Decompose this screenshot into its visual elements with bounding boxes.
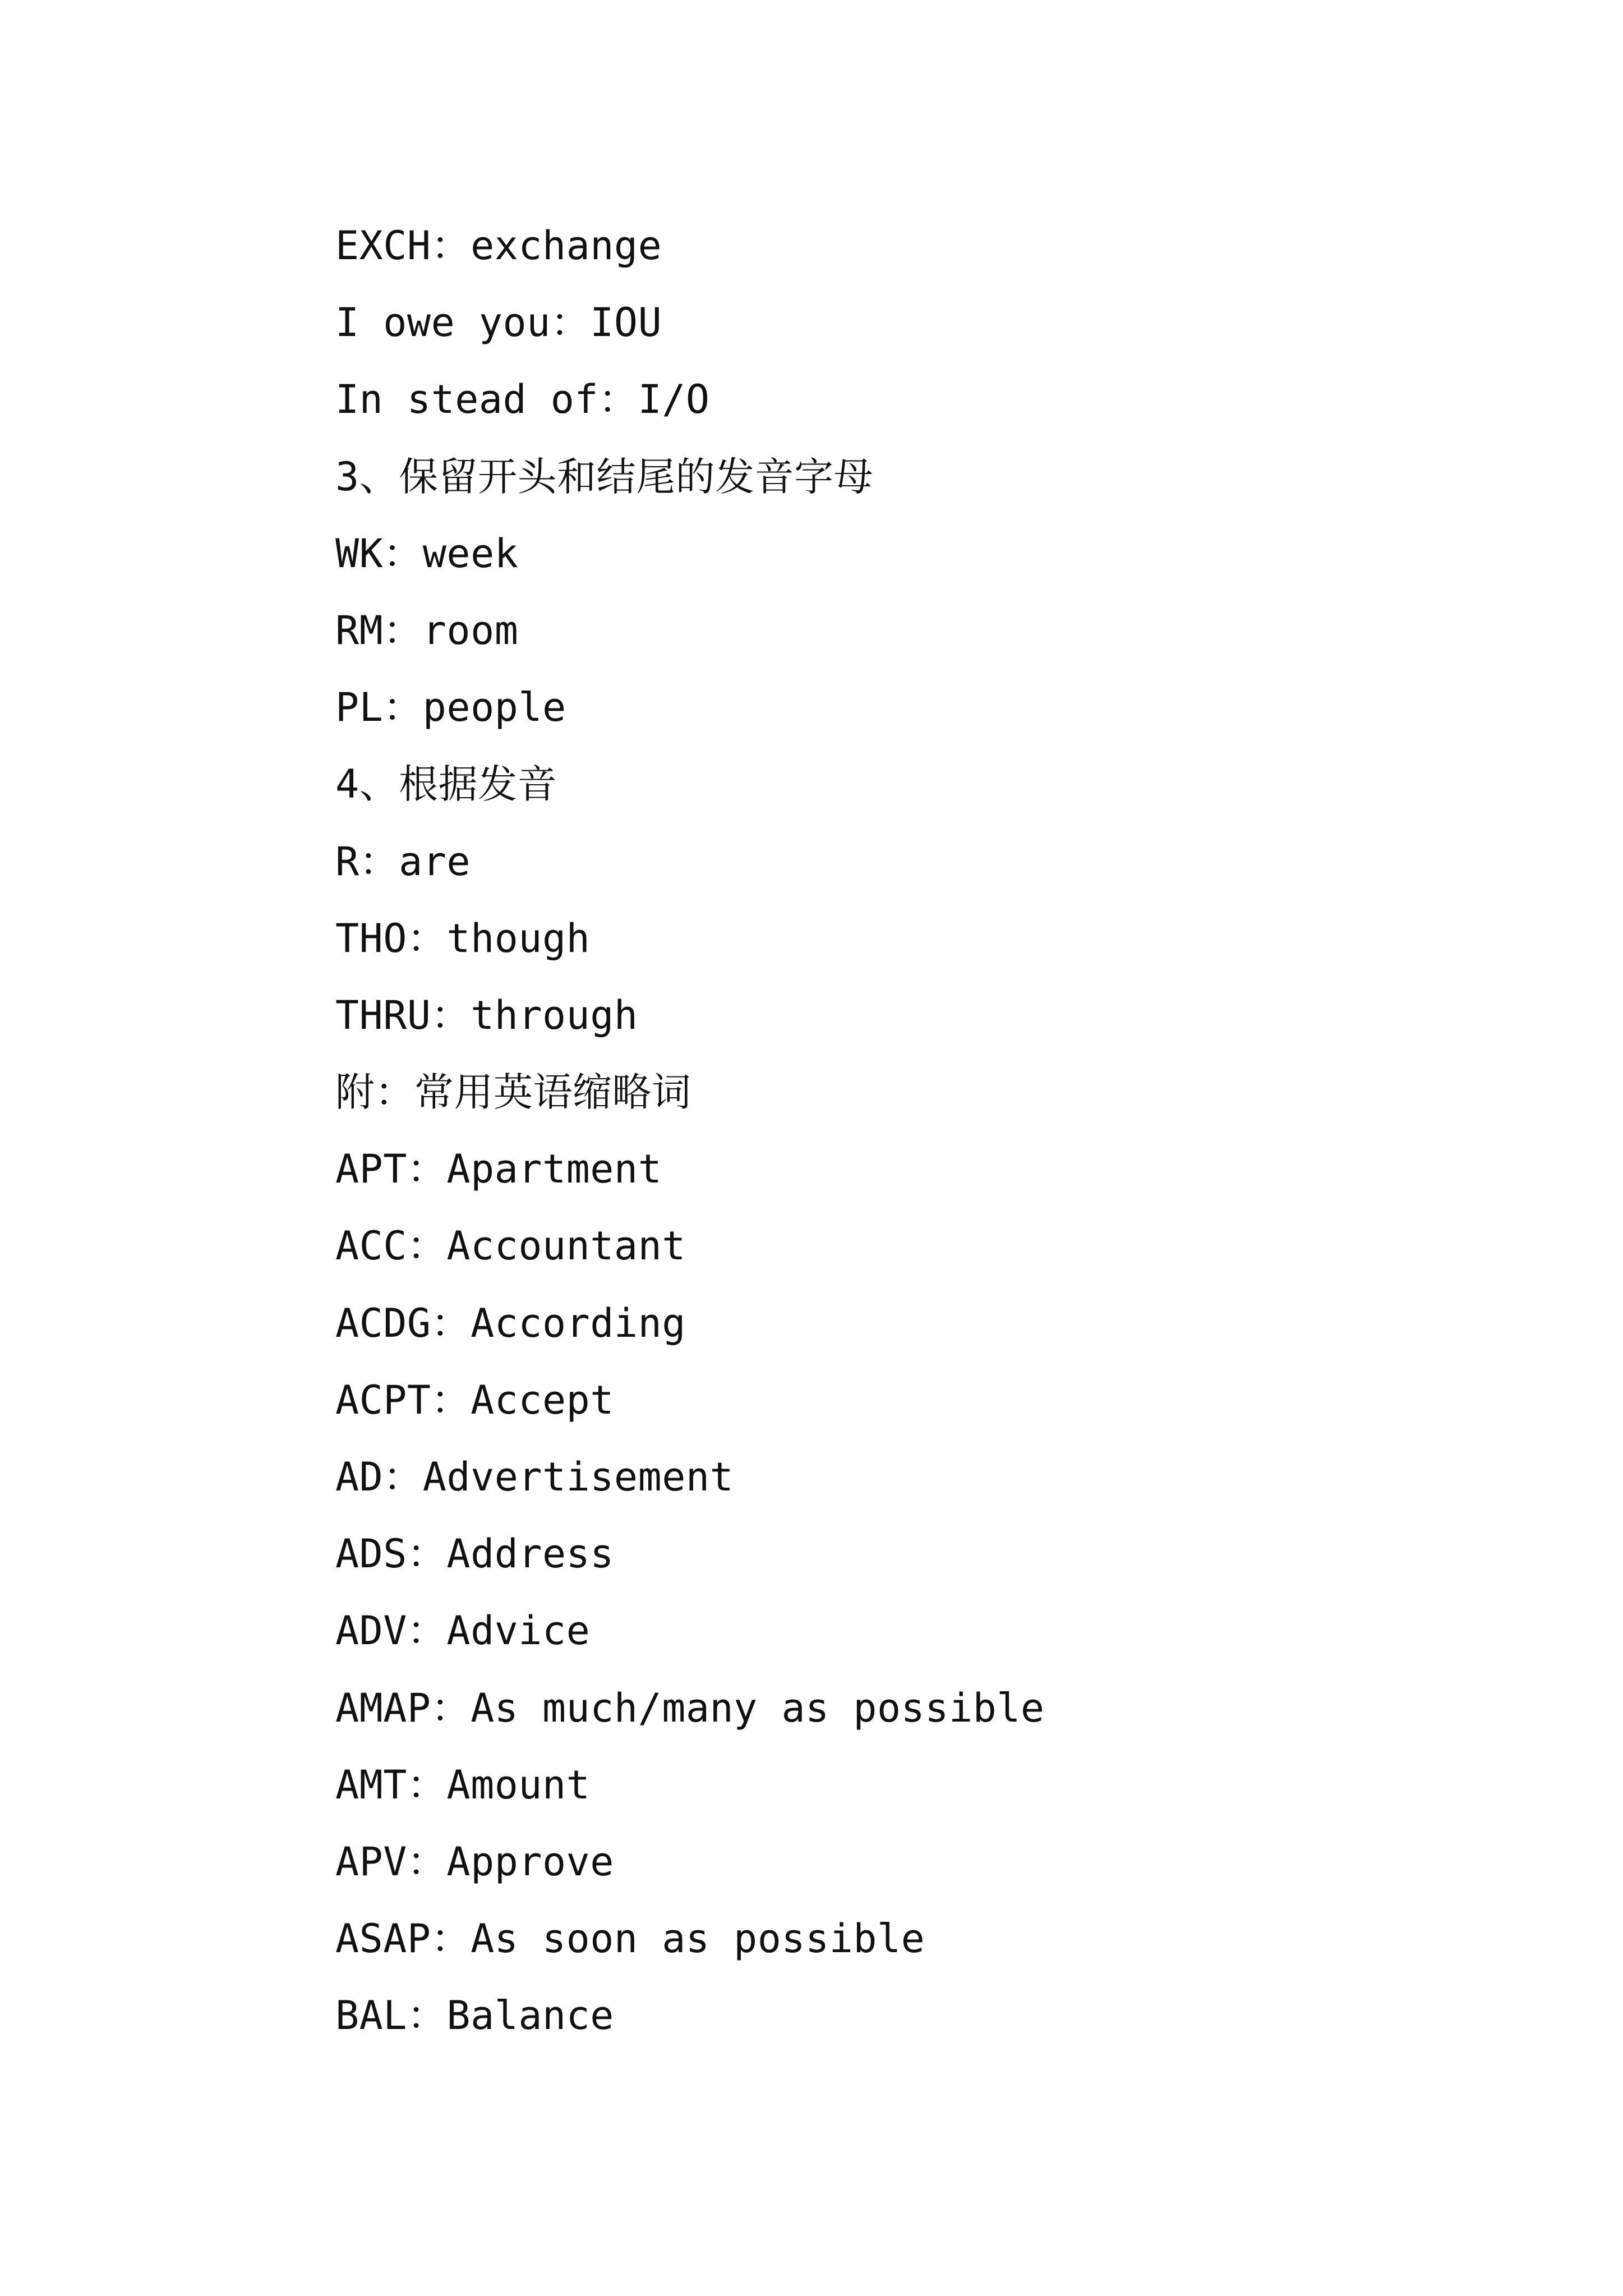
text-line: APT：Apartment — [335, 1146, 662, 1193]
text-line: PL：people — [335, 684, 566, 731]
text-line: ASAP：As soon as possible — [335, 1916, 925, 1962]
text-line: ACDG：According — [335, 1300, 686, 1346]
section-heading: 4、根据发音 — [335, 761, 557, 808]
text-line: THO：though — [335, 915, 591, 961]
section-heading: 3、保留开头和结尾的发音字母 — [335, 453, 874, 500]
text-line: AMT：Amount — [335, 1761, 591, 1808]
section-heading: 附：常用英语缩略词 — [335, 1069, 691, 1116]
text-line: ADV：Advice — [335, 1608, 591, 1654]
text-line: ACC：Accountant — [335, 1223, 686, 1269]
text-line: I owe you：IOU — [335, 300, 662, 346]
text-line: AMAP：As much/many as possible — [335, 1685, 1045, 1731]
text-line: AD：Advertisement — [335, 1454, 734, 1500]
text-line: EXCH：exchange — [335, 223, 662, 269]
text-line: THRU：through — [335, 992, 638, 1038]
text-line: ACPT：Accept — [335, 1377, 614, 1423]
text-line: RM：room — [335, 607, 519, 654]
text-body — [335, 208, 1457, 2055]
text-line: WK：week — [335, 530, 519, 577]
text-line: In stead of：I/O — [335, 376, 710, 423]
text-line: ADS：Address — [335, 1531, 614, 1577]
text-line: BAL：Balance — [335, 1993, 614, 2039]
text-line: R：are — [335, 838, 471, 885]
text-line: APV：Approve — [335, 1838, 614, 1885]
